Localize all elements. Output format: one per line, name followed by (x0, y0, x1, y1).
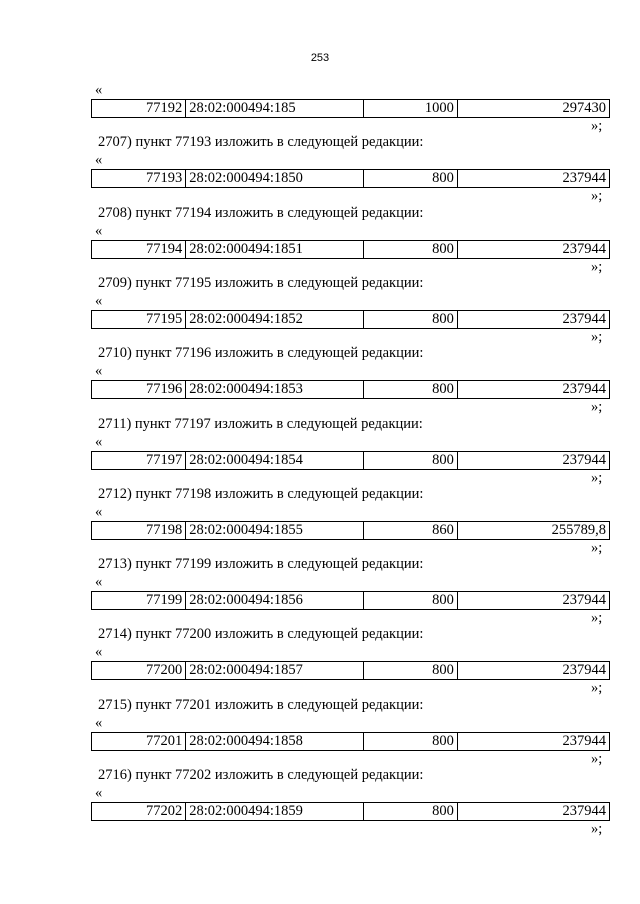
parcel-table (91, 240, 610, 259)
opening-quote: « (95, 434, 103, 450)
value-cell: 237944 (457, 662, 609, 680)
cadastral-number-cell: 28:02:000494:1858 (186, 733, 363, 751)
table-row (92, 592, 610, 610)
parcel-table (91, 661, 610, 680)
amendment-instruction: 2710) пункт 77196 изложить в следующей редакции: (98, 345, 424, 361)
opening-quote: « (95, 82, 103, 98)
cadastral-number-cell: 28:02:000494:1856 (186, 592, 363, 610)
area-cell: 800 (363, 803, 457, 821)
area-cell: 860 (363, 522, 457, 540)
amendment-instruction: 2715) пункт 77201 изложить в следующей редакции: (98, 697, 424, 713)
opening-quote: « (95, 574, 103, 590)
value-cell: 237944 (457, 803, 609, 821)
amendment-instruction: 2708) пункт 77194 изложить в следующей редакции: (98, 205, 424, 221)
item-number-cell: 77193 (92, 170, 186, 188)
table-row (92, 452, 610, 470)
value-cell: 237944 (457, 381, 609, 399)
amendment-instruction: 2707) пункт 77193 изложить в следующей редакции: (98, 134, 424, 150)
parcel-table (91, 380, 610, 399)
item-number-cell: 77199 (92, 592, 186, 610)
item-number-cell: 77198 (92, 522, 186, 540)
area-cell: 1000 (363, 100, 457, 118)
cadastral-number-cell: 28:02:000494:1854 (186, 452, 363, 470)
cadastral-number-cell: 28:02:000494:1857 (186, 662, 363, 680)
cadastral-number-cell: 28:02:000494:1852 (186, 311, 363, 329)
parcel-table (91, 451, 610, 470)
table-row (92, 241, 610, 259)
closing-quote: »; (591, 259, 603, 275)
closing-quote: »; (591, 540, 603, 556)
value-cell: 237944 (457, 311, 609, 329)
cadastral-number-cell: 28:02:000494:1851 (186, 241, 363, 259)
parcel-table (91, 732, 610, 751)
parcel-table (91, 169, 610, 188)
parcel-table (91, 310, 610, 329)
table-row (92, 100, 610, 118)
opening-quote: « (95, 293, 103, 309)
closing-quote: »; (591, 118, 603, 134)
amendment-instruction: 2711) пункт 77197 изложить в следующей редакции: (98, 416, 423, 432)
value-cell: 255789,8 (457, 522, 609, 540)
amendment-instruction: 2714) пункт 77200 изложить в следующей редакции: (98, 626, 424, 642)
closing-quote: »; (591, 610, 603, 626)
opening-quote: « (95, 152, 103, 168)
cadastral-number-cell: 28:02:000494:185 (186, 100, 363, 118)
cadastral-number-cell: 28:02:000494:1850 (186, 170, 363, 188)
cadastral-number-cell: 28:02:000494:1859 (186, 803, 363, 821)
table-row (92, 170, 610, 188)
value-cell: 237944 (457, 170, 609, 188)
area-cell: 800 (363, 662, 457, 680)
closing-quote: »; (591, 329, 603, 345)
value-cell: 237944 (457, 733, 609, 751)
table-row (92, 311, 610, 329)
parcel-table (91, 521, 610, 540)
opening-quote: « (95, 715, 103, 731)
item-number-cell: 77195 (92, 311, 186, 329)
item-number-cell: 77201 (92, 733, 186, 751)
parcel-table (91, 591, 610, 610)
item-number-cell: 77197 (92, 452, 186, 470)
table-row (92, 662, 610, 680)
value-cell: 297430 (457, 100, 609, 118)
closing-quote: »; (591, 188, 603, 204)
closing-quote: »; (591, 680, 603, 696)
closing-quote: »; (591, 399, 603, 415)
area-cell: 800 (363, 733, 457, 751)
area-cell: 800 (363, 170, 457, 188)
item-number-cell: 77194 (92, 241, 186, 259)
opening-quote: « (95, 504, 103, 520)
closing-quote: »; (591, 470, 603, 486)
parcel-table (91, 99, 610, 118)
opening-quote: « (95, 785, 103, 801)
parcel-table (91, 802, 610, 821)
item-number-cell: 77196 (92, 381, 186, 399)
cadastral-number-cell: 28:02:000494:1853 (186, 381, 363, 399)
opening-quote: « (95, 223, 103, 239)
opening-quote: « (95, 363, 103, 379)
opening-quote: « (95, 644, 103, 660)
item-number-cell: 77192 (92, 100, 186, 118)
closing-quote: »; (591, 751, 603, 767)
amendment-instruction: 2713) пункт 77199 изложить в следующей редакции: (98, 556, 424, 572)
value-cell: 237944 (457, 241, 609, 259)
table-row (92, 381, 610, 399)
value-cell: 237944 (457, 592, 609, 610)
cadastral-number-cell: 28:02:000494:1855 (186, 522, 363, 540)
area-cell: 800 (363, 452, 457, 470)
item-number-cell: 77200 (92, 662, 186, 680)
table-row (92, 803, 610, 821)
item-number-cell: 77202 (92, 803, 186, 821)
amendment-instruction: 2709) пункт 77195 изложить в следующей редакции: (98, 275, 424, 291)
closing-quote: »; (591, 821, 603, 837)
area-cell: 800 (363, 381, 457, 399)
page-number: 253 (310, 52, 330, 64)
table-row (92, 522, 610, 540)
area-cell: 800 (363, 592, 457, 610)
amendment-instruction: 2716) пункт 77202 изложить в следующей редакции: (98, 767, 424, 783)
area-cell: 800 (363, 311, 457, 329)
table-row (92, 733, 610, 751)
area-cell: 800 (363, 241, 457, 259)
value-cell: 237944 (457, 452, 609, 470)
amendment-instruction: 2712) пункт 77198 изложить в следующей редакции: (98, 486, 424, 502)
